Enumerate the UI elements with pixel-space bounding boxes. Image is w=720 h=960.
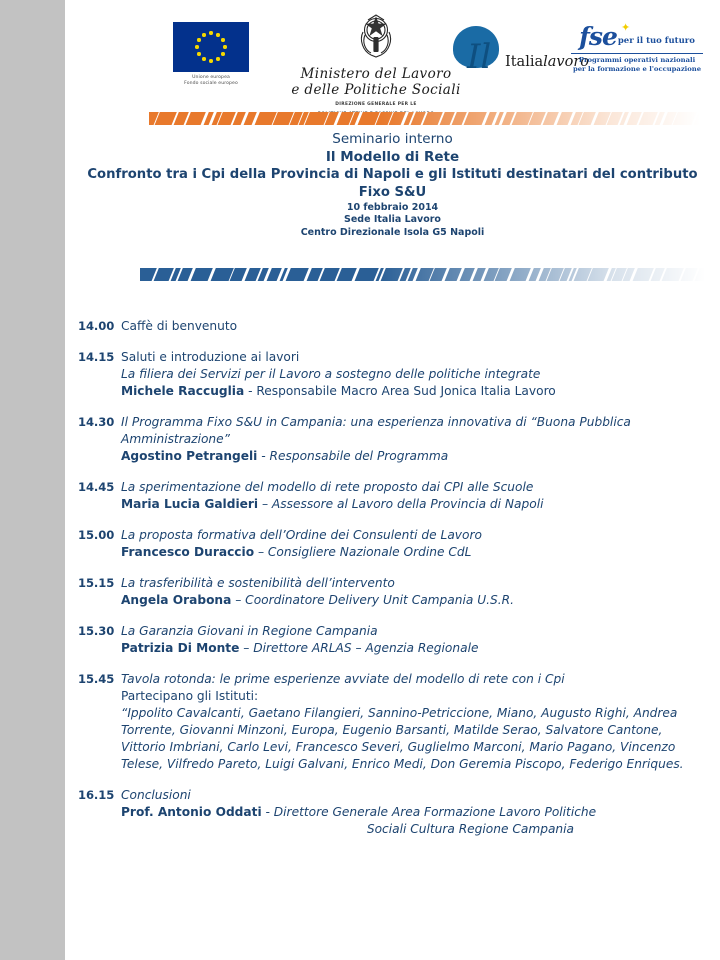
agenda-item-speaker-name: Patrizia Di Monte xyxy=(121,641,240,655)
event-address: Centro Direzionale Isola G5 Napoli xyxy=(300,226,485,238)
agenda-item xyxy=(65,527,720,561)
eu-caption-line1: Unione europea xyxy=(192,75,230,80)
agenda-item-text-line: La Garanzia Giovani in Regione Campania xyxy=(121,624,378,638)
event-kicker: Seminario interno xyxy=(332,131,453,147)
agenda-item-time: 14.30 xyxy=(78,415,115,429)
fse-divider xyxy=(571,53,703,54)
agenda-item xyxy=(65,349,720,400)
agenda-item-speaker-name: Maria Lucia Galdieri xyxy=(121,497,259,511)
agenda-item-speaker-line xyxy=(121,544,706,561)
eu-caption-line2: Fondo sociale europeo xyxy=(184,81,238,86)
agenda-item-body xyxy=(121,575,720,609)
agenda-item-text-line: Il Programma Fixo S&U in Campania: una esperienza innovativa di “Buona Pubblica Amministrazione” xyxy=(121,415,631,446)
agenda-item-speaker-role: - Responsabile Macro Area Sud Jonica Italia Lavoro xyxy=(244,384,556,398)
event-date: 10 febbraio 2014 xyxy=(346,202,439,213)
agenda-item-text-line: La proposta formativa dell’Ordine dei Consulenti de Lavoro xyxy=(121,528,482,542)
european-union-flag-logo xyxy=(167,22,255,87)
event-title: Il Modello di Rete xyxy=(325,149,460,165)
logo-header-row xyxy=(65,8,720,106)
italialavoro-monogram: Il xyxy=(467,37,492,77)
agenda-item-body xyxy=(121,414,720,465)
agenda-item-body xyxy=(121,787,720,838)
fse-letters: fse xyxy=(579,22,617,51)
agenda-item-time: 15.00 xyxy=(78,528,115,542)
agenda-item-time: 15.15 xyxy=(78,576,115,590)
agenda-item-speaker-role: - Responsabile del Programma xyxy=(257,449,449,463)
italialavoro-word-prefix: Italia xyxy=(505,54,544,70)
agenda-item-body xyxy=(121,527,720,561)
fse-star-icon: ✦ xyxy=(621,21,631,34)
event-programme-name: Fixo S&U xyxy=(358,185,427,200)
italialavoro-logo xyxy=(447,24,587,86)
event-subtitle: Confronto tra i Cpi della Provincia di Napoli e gli Istituti destinatari del contributo xyxy=(87,167,698,182)
agenda-item-text-line: Saluti e introduzione ai lavori xyxy=(121,350,300,364)
agenda-item xyxy=(65,623,720,657)
agenda-item-time: 16.15 xyxy=(78,788,115,802)
fse-slogan: per il tuo futuro xyxy=(617,35,695,46)
agenda-item xyxy=(65,479,720,513)
fse-mark-icon xyxy=(571,22,703,52)
agenda-item-speaker-role: – Consigliere Nazionale Ordine CdL xyxy=(254,545,472,559)
agenda-item-speaker-name: Agostino Petrangeli xyxy=(121,449,258,463)
agenda-item-body xyxy=(121,479,720,513)
agenda-item-speaker-name: Prof. Antonio Oddati xyxy=(121,805,262,819)
italian-republic-emblem-icon xyxy=(349,10,403,64)
agenda-item-text-line: “Ippolito Cavalcanti, Gaetano Filangieri, Sannino-Petriccione, Miano, Augusto Righi, Andrea Torrente, Giovanni Minzoni, Europa, Eugenio Barsanti, Matilde Serao, Salvatore Cantone, Vittorio Imbriani, Carlo Levi, Francesco Severi, Guglielmo Marconi, Mario Pagano, Vincenzo Telese, Vilfredo Pareto, Luigi Galvani, Enrico Medi, Don Geremia Piscopo, Federigo Enriques. xyxy=(121,706,684,771)
agenda-item-speaker-name: Angela Orabona xyxy=(121,593,232,607)
decorative-band-orange xyxy=(149,112,700,125)
agenda-item-speaker-role: – Direttore ARLAS – Agenzia Regionale xyxy=(239,641,479,655)
agenda-item xyxy=(65,414,720,465)
agenda-item-speaker-role: – Assessore al Lavoro della Provincia di Napoli xyxy=(258,497,544,511)
agenda-item xyxy=(65,787,720,838)
fse-subtitle-line2: per la formazione e l'occupazione xyxy=(572,64,702,73)
viewer-left-gutter xyxy=(0,0,65,960)
agenda-item-text-line: Caffè di benvenuto xyxy=(121,319,238,333)
ministry-subtitle-line1: DIREZIONE GENERALE PER LE xyxy=(335,102,417,107)
agenda-item xyxy=(65,671,720,773)
agenda-item-speaker-role: – Coordinatore Delivery Unit Campania U.S.R. xyxy=(231,593,514,607)
ministero-del-lavoro-logo xyxy=(287,10,465,118)
agenda-item-body xyxy=(121,623,720,657)
event-title-block xyxy=(65,130,720,239)
italialavoro-word-suffix: lavoro xyxy=(543,54,589,70)
agenda-item-speaker-line xyxy=(121,804,706,821)
agenda-item-speaker-line xyxy=(121,383,706,400)
agenda-item-speaker-line xyxy=(121,448,706,465)
agenda-item-text-line: Tavola rotonda: le prime esperienze avviate del modello di rete con i Cpi xyxy=(121,672,565,686)
fse-subtitle-line1: Programmi operativi nazionali xyxy=(578,56,696,65)
agenda-item-text-line: Conclusioni xyxy=(121,788,191,802)
agenda-item-body xyxy=(121,318,720,335)
agenda-item-text-line: La sperimentazione del modello di rete proposto dai CPI alle Scuole xyxy=(121,480,534,494)
agenda-item-time: 15.30 xyxy=(78,624,115,638)
agenda-list xyxy=(65,318,720,852)
agenda-item-time: 14.45 xyxy=(78,480,115,494)
agenda-item-speaker-line xyxy=(121,496,706,513)
agenda-item-speaker-line xyxy=(121,592,706,609)
ministry-title-line2: e delle Politiche Sociali xyxy=(291,82,461,98)
agenda-item xyxy=(65,318,720,335)
italialavoro-mark-icon xyxy=(447,24,589,86)
agenda-item-speaker-name: Michele Raccuglia xyxy=(121,384,245,398)
agenda-item-text-line: Partecipano gli Istituti: xyxy=(121,689,259,703)
document-page xyxy=(65,0,720,960)
agenda-item-time: 15.45 xyxy=(78,672,115,686)
agenda-item xyxy=(65,575,720,609)
agenda-item-text-line: La filiera dei Servizi per il Lavoro a sostegno delle politiche integrate xyxy=(121,367,541,381)
agenda-item-text-line: Sociali Cultura Regione Campania xyxy=(366,822,574,836)
agenda-item-speaker-line xyxy=(121,640,706,657)
eu-flag-icon xyxy=(173,22,249,72)
eu-caption xyxy=(167,75,255,87)
agenda-item-text-line: La trasferibilità e sostenibilità dell’intervento xyxy=(121,576,395,590)
decorative-band-blue xyxy=(140,268,705,281)
agenda-item-time: 14.00 xyxy=(78,319,115,333)
fse-logo xyxy=(571,22,703,74)
ministry-title-line1: Ministero del Lavoro xyxy=(300,66,452,82)
agenda-item-time: 14.15 xyxy=(78,350,115,364)
agenda-item-body xyxy=(121,671,720,773)
event-venue: Sede Italia Lavoro xyxy=(344,214,441,226)
agenda-item-speaker-role: - Direttore Generale Area Formazione Lavoro Politiche xyxy=(261,805,597,819)
agenda-item-speaker-name: Francesco Duraccio xyxy=(121,545,255,559)
agenda-item-body xyxy=(121,349,720,400)
